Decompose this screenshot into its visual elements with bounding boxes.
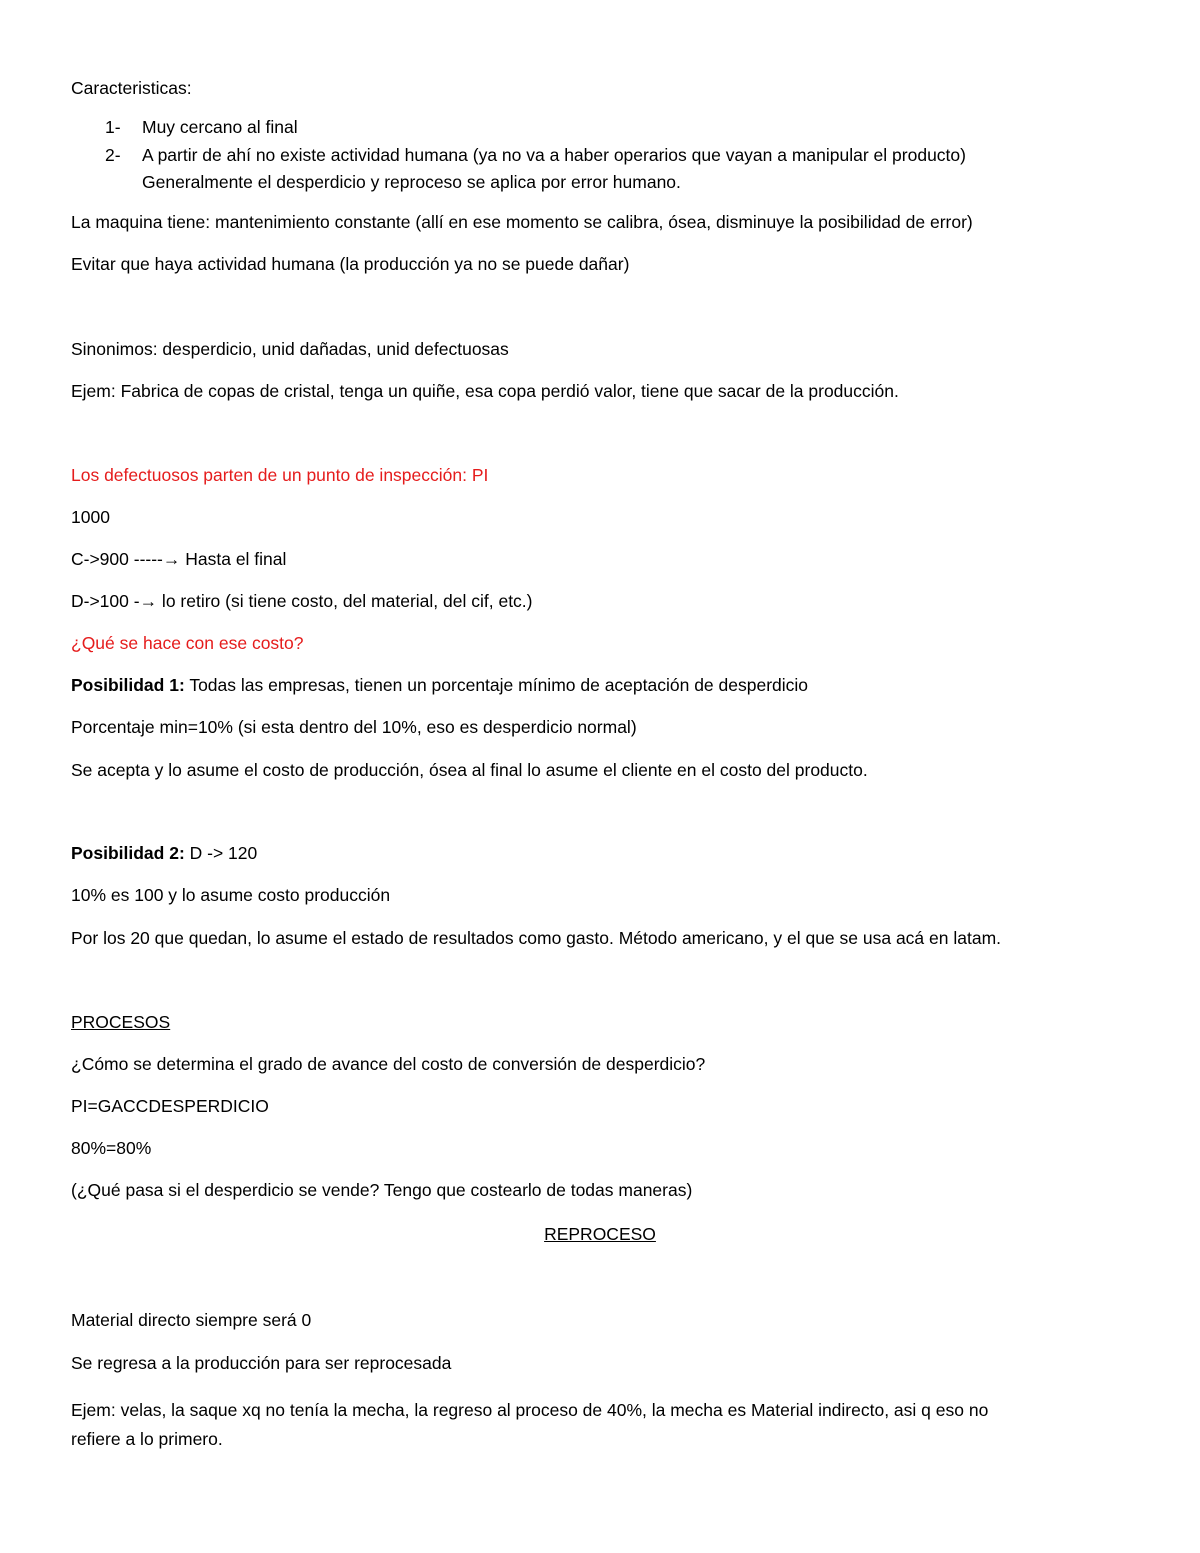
posibilidad-1-text: Todas las empresas, tienen un porcentaje mínimo de aceptación de desperdicio — [184, 675, 809, 695]
paragraph-evitar: Evitar que haya actividad humana (la producción ya no se puede dañar) — [71, 254, 630, 274]
paragraph-como-se-determina: ¿Cómo se determina el grado de avance del costo de conversión de desperdicio? — [71, 1054, 706, 1074]
paragraph-d100: D->100 -→ lo retiro (si tiene costo, del material, del cif, etc.) — [71, 591, 533, 611]
paragraph-material-directo: Material directo siempre será 0 — [71, 1310, 312, 1330]
paragraph-se-vende: (¿Qué pasa si el desperdicio se vende? Tengo que costearlo de todas maneras) — [71, 1180, 693, 1200]
paragraph-80: 80%=80% — [71, 1138, 152, 1158]
paragraph-ejemplo-copas: Ejem: Fabrica de copas de cristal, tenga un quiñe, esa copa perdió valor, tiene que sacar de la producción. — [71, 381, 899, 401]
list-item-2-continuation: Generalmente el desperdicio y reproceso se aplica por error humano. — [142, 172, 681, 192]
paragraph-1000: 1000 — [71, 507, 110, 527]
paragraph-por-20: Por los 20 que quedan, lo asume el estado de resultados como gasto. Método americano, y el que se usa acá en latam. — [71, 928, 1002, 948]
posibilidad-2-label: Posibilidad 2: — [71, 843, 185, 863]
paragraph-posibilidad-1 — [71, 674, 808, 696]
list-number-1: 1- — [105, 117, 121, 137]
paragraph-question-costo: ¿Qué se hace con ese costo? — [71, 633, 304, 653]
paragraph-pi: PI=GACCDESPERDICIO — [71, 1096, 269, 1116]
paragraph-defectuosos: Los defectuosos parten de un punto de inspección: PI — [71, 465, 489, 485]
posibilidad-2-text: D -> 120 — [184, 843, 258, 863]
list-item-1: Muy cercano al final — [142, 117, 298, 137]
paragraph-velas-line-1: Ejem: velas, la saque xq no tenía la mecha, la regreso al proceso de 40%, la mecha es Material indirecto, asi q eso no — [71, 1400, 989, 1420]
list-number-2: 2- — [105, 145, 121, 165]
paragraph-maquina: La maquina tiene: mantenimiento constante (allí en ese momento se calibra, ósea, disminuye la posibilidad de error) — [71, 212, 973, 232]
heading-procesos: PROCESOS — [71, 1012, 171, 1032]
paragraph-10pct: 10% es 100 y lo asume costo producción — [71, 885, 391, 905]
paragraph-regresa: Se regresa a la producción para ser reprocesada — [71, 1353, 452, 1373]
paragraph-velas-line-2: refiere a lo primero. — [71, 1429, 223, 1449]
posibilidad-1-label: Posibilidad 1: — [71, 675, 185, 695]
heading-reproceso: REPROCESO — [544, 1224, 656, 1244]
paragraph-posibilidad-2 — [71, 842, 257, 864]
heading-caracteristicas: Caracteristicas: — [71, 78, 192, 98]
list-item-2: A partir de ahí no existe actividad humana (ya no va a haber operarios que vayan a manipular el producto) — [142, 145, 966, 165]
paragraph-porcentaje: Porcentaje min=10% (si esta dentro del 10%, eso es desperdicio normal) — [71, 717, 637, 737]
paragraph-c900: C->900 -----→ Hasta el final — [71, 549, 287, 569]
paragraph-acepta: Se acepta y lo asume el costo de producción, ósea al final lo asume el cliente en el costo del producto. — [71, 760, 868, 780]
paragraph-sinonimos: Sinonimos: desperdicio, unid dañadas, unid defectuosas — [71, 339, 509, 359]
